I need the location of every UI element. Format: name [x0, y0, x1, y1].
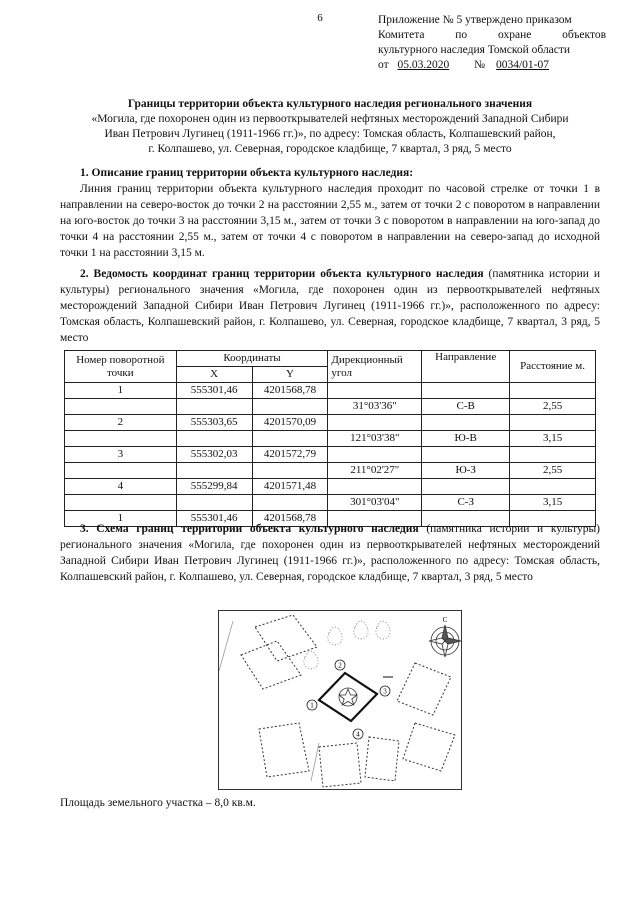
segment-angle: 211°02'27"	[328, 463, 422, 479]
segment-distance: 3,15	[510, 495, 596, 511]
title-heading: Границы территории объекта культурного наследия регионального значения	[127, 98, 533, 110]
point-num: 1	[65, 511, 177, 527]
point-y: 4201568,78	[252, 383, 328, 399]
neighbor-plot	[255, 615, 317, 661]
page-number: 6	[317, 12, 323, 24]
point-num: 2	[65, 415, 177, 431]
appendix-number: 0034/01-07	[495, 59, 550, 71]
neighbor-plot	[319, 743, 361, 787]
header-y: Y	[252, 367, 328, 383]
appendix-date-line	[378, 58, 606, 73]
segment-direction: С-З	[422, 495, 510, 511]
point-x: 555299,84	[176, 479, 252, 495]
section-2	[60, 266, 600, 346]
header-distance: Расстояние м.	[510, 351, 596, 383]
point-label-1: 1	[310, 701, 314, 710]
star-icon	[339, 689, 357, 705]
point-y: 4201572,79	[252, 447, 328, 463]
plot-edge	[219, 621, 233, 671]
neighbor-plot	[365, 737, 399, 781]
tree-outline	[304, 651, 318, 669]
neighbor-plot	[397, 663, 451, 715]
segment-direction: Ю-З	[422, 463, 510, 479]
segment-direction: С-В	[422, 399, 510, 415]
segment-direction: Ю-В	[422, 431, 510, 447]
point-x: 555301,46	[176, 511, 252, 527]
document-title	[60, 97, 600, 157]
point-y: 4201568,78	[252, 511, 328, 527]
point-x: 555302,03	[176, 447, 252, 463]
table-row	[65, 447, 596, 463]
appendix-date-prefix: от	[378, 59, 389, 71]
point-num: 3	[65, 447, 177, 463]
scheme-drawing	[219, 611, 461, 789]
section-2-text: (памятника истории и культуры) регионального значения «Могила, где похоронен один из первооткрывателей нефтяных месторождений Западной Сибири Иван Петрович Лугинец (1911-1966 гг.)», расположенного по адресу: Томская область, Колпашевский район, г. Колпашево, ул. Северная, городское кладбище, 7 квартал, 3 ряд, 5 место	[60, 268, 601, 344]
point-label-4: 4	[356, 730, 360, 739]
section-3	[60, 521, 600, 585]
boundary-scheme	[218, 610, 462, 790]
header-direction: Направление	[422, 351, 510, 383]
neighbor-plot	[259, 723, 309, 777]
section-1-heading: 1. Описание границ территории объекта культурного наследия:	[80, 167, 414, 179]
tree-outline	[376, 621, 390, 639]
appendix-line2: Комитета по охране объектов	[378, 29, 606, 41]
table-row	[65, 431, 596, 447]
table-row	[65, 463, 596, 479]
table-header-row	[65, 351, 596, 367]
table-row	[65, 495, 596, 511]
point-label-3: 3	[383, 687, 387, 696]
segment-distance: 2,55	[510, 463, 596, 479]
table-row	[65, 479, 596, 495]
segment-distance: 2,55	[510, 399, 596, 415]
north-label: С	[442, 616, 448, 624]
header-x: X	[176, 367, 252, 383]
table-row	[65, 415, 596, 431]
plot-edge	[311, 743, 319, 781]
tree-outline	[354, 621, 368, 639]
segment-angle: 121°03'38"	[328, 431, 422, 447]
coordinates-table	[64, 350, 596, 527]
point-y: 4201570,09	[252, 415, 328, 431]
appendix-date: 05.03.2020	[397, 59, 450, 71]
header-point: Номер поворотной точки	[65, 351, 177, 383]
point-num: 1	[65, 383, 177, 399]
header-coords: Координаты	[176, 351, 328, 367]
point-label-2: 2	[338, 661, 342, 670]
section-1	[60, 165, 600, 261]
neighbor-plot	[403, 723, 455, 771]
appendix-number-prefix: №	[474, 59, 486, 71]
appendix-line3: культурного наследия Томской области	[378, 44, 571, 56]
appendix-note	[378, 13, 606, 73]
title-line4: г. Колпашево, ул. Северная, городское кладбище, 7 квартал, 3 ряд, 5 место	[148, 143, 512, 155]
section-1-text: Линия границ территории объекта культурного наследия проходит по часовой стрелке от точки 1 в направлении на северо-восток до точки 2 на расстоянии 2,55 м., затем от точки 2 с поворотом в направлении на юго-восток до точки 3 на расстоянии 3,15 м., затем от точки 3 с поворотом в направлении на юго-запад до точки 4 на расстоянии 2,55 м., затем от точки 4 с поворотом в направлении на северо-запад до исходной точки 1 на расстоянии 3,15 м.	[60, 183, 600, 259]
segment-angle: 31°03'36"	[328, 399, 422, 415]
point-x: 555303,65	[176, 415, 252, 431]
appendix-line1: Приложение № 5 утверждено приказом	[378, 14, 572, 26]
point-num: 4	[65, 479, 177, 495]
point-y: 4201571,48	[252, 479, 328, 495]
section-2-heading: 2. Ведомость координат границ территории объекта культурного наследия	[80, 268, 484, 280]
section-3-text: (памятника истории и культуры) регионального значения «Могила, где похоронен один из первооткрывателей нефтяных месторождений Западной Сибири Иван Петрович Лугинец (1911-1966 гг.)», расположенного по адресу: Томская область, Колпашевский район, г. Колпашево, ул. Северная, городское кладбище, 7 квартал, 3 ряд, 5 место	[60, 523, 601, 583]
neighbor-plot	[241, 641, 301, 689]
section-3-heading: 3. Схема границ территории объекта культурного наследия	[80, 523, 419, 535]
segment-angle: 301°03'04"	[328, 495, 422, 511]
area-text: Площадь земельного участка – 8,0 кв.м.	[60, 797, 256, 809]
title-line2: «Могила, где похоронен один из первооткрывателей нефтяных месторождений Западной Сибири	[91, 113, 569, 125]
tree-outline	[328, 627, 342, 645]
segment-distance: 3,15	[510, 431, 596, 447]
point-x: 555301,46	[176, 383, 252, 399]
table-row	[65, 399, 596, 415]
table-row	[65, 383, 596, 399]
monument-boundary	[319, 673, 377, 721]
header-angle: Дирекционный угол	[328, 351, 422, 383]
compass-rose	[429, 625, 461, 657]
title-line3: Иван Петрович Лугинец (1911-1966 гг.)», по адресу: Томская область, Колпашевский район,	[104, 128, 556, 140]
